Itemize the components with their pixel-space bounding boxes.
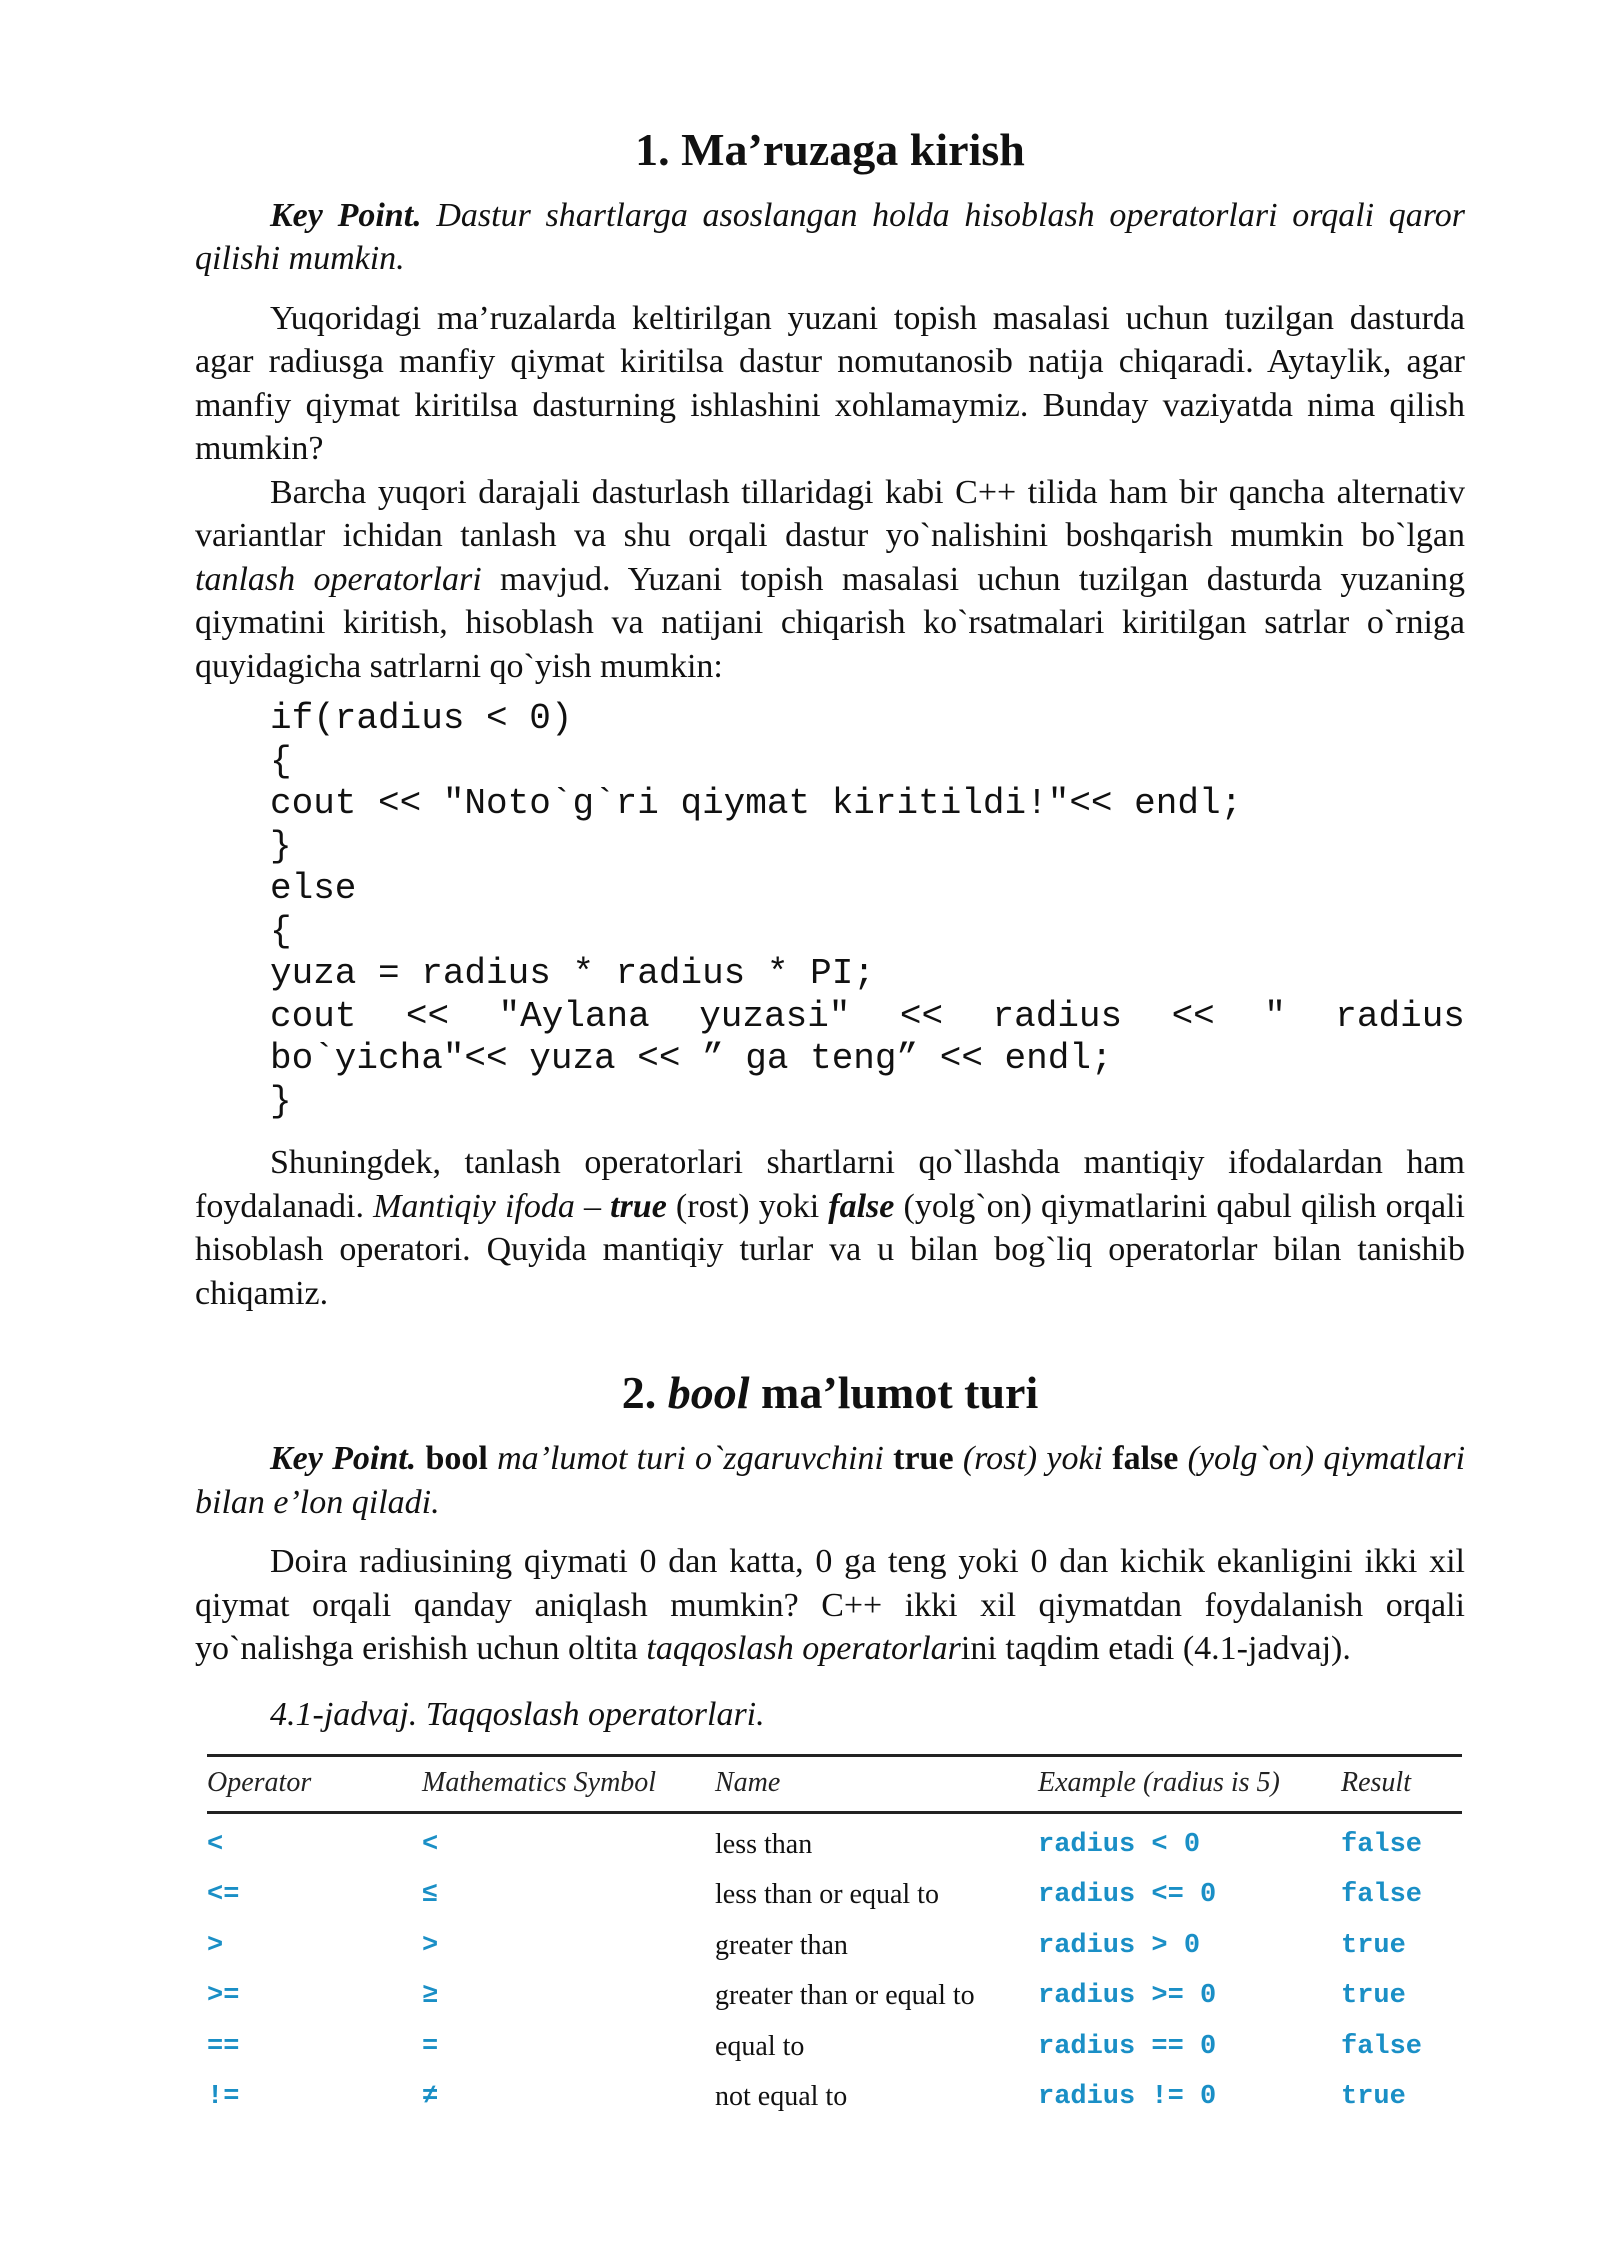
cell-symbol: = [422, 2031, 439, 2062]
table-caption: 4.1-jadvaj. Taqqoslash operatorlari. [270, 1695, 765, 1733]
cell-result: false [1341, 2031, 1423, 2062]
cell-example: radius >= 0 [1038, 1981, 1217, 2012]
cell-name: greater than [715, 1929, 848, 1961]
cell-operator: > [207, 1930, 224, 1961]
cell-operator: >= [207, 1981, 240, 2012]
code-line: } [270, 825, 292, 867]
cell-operator: != [207, 2082, 240, 2113]
code-line: cout << "Noto`g`ri qiymat kiritildi!"<< endl; [270, 783, 1243, 825]
header-example: Example (radius is 5) [1038, 1755, 1341, 1812]
cell-symbol: ≤ [422, 1880, 439, 1911]
cell-symbol: ≥ [422, 1981, 439, 2012]
cell-result: false [1341, 1880, 1423, 1911]
cell-name: less than [715, 1828, 813, 1860]
code-line: if(radius < 0) [270, 698, 573, 740]
cell-operator: < [207, 1829, 224, 1860]
cell-symbol: < [422, 1829, 439, 1860]
table-row [207, 1971, 1462, 2022]
code-block [270, 698, 1465, 1123]
header-name: Name [715, 1755, 1038, 1812]
term-true: true [610, 1187, 667, 1225]
table-row [207, 1921, 1462, 1972]
code-line: { [270, 740, 292, 782]
key-point-2: Key Point. bool ma’lumot turi o`zgaruvchini true (rost) yoki false (yolg`on) qiymatlari bilan e’lon qiladi. [195, 1440, 1466, 1521]
comparison-operators-table [207, 1754, 1462, 2123]
paragraph-comparison: Doira radiusining qiymati 0 dan katta, 0 ga teng yoki 0 dan kichik ekanligini ikki xil qiymat orqali qanday aniqlash mumkin? C++ ikki xil qiymatdan foydalanish orqali yo`nalishga erishish uchun oltita taqqoslash operatorlarini taqdim etadi (4.1-jadvaj). [195, 1543, 1465, 1668]
code-line: else [270, 868, 357, 910]
code-line-justified: cout << "Aylana yuzasi" << radius << " radius [270, 995, 1465, 1037]
code-line: yuza = radius * radius * PI; [270, 953, 875, 995]
code-line: } [270, 1080, 292, 1122]
table-row [207, 1812, 1462, 1870]
table-row [207, 2072, 1462, 2123]
code-line: bo`yicha"<< yuza << ” ga teng” << endl; [270, 1038, 1113, 1080]
cell-example: radius < 0 [1038, 1829, 1201, 1860]
cell-result: true [1341, 1930, 1406, 1961]
document-page [195, 120, 1465, 2123]
section-1-title: 1. Ma’ruzaga kirish [635, 124, 1025, 175]
cell-name: greater than or equal to [715, 1980, 975, 2012]
cell-example: radius != 0 [1038, 2082, 1217, 2113]
key-point-label: Key Point. [270, 196, 422, 234]
cell-name: not equal to [715, 2081, 848, 2113]
table-row [207, 1870, 1462, 1921]
paragraph-logical-expression: Shuningdek, tanlash operatorlari shartlarni qo`llashda mantiqiy ifodalardan ham foydalanadi. Mantiqiy ifoda – true (rost) yoki false (yolg`on) qiymatlarini qabul qilish orqali hisoblash operatori. Quyida mantiqiy turlar va u bilan bog`liq operatorlar bilan tanishib chiqamiz. [195, 1144, 1465, 1312]
cell-name: less than or equal to [715, 1879, 939, 1911]
term-taqqoslash-operatorlar: taqqoslash operatorlar [646, 1630, 961, 1668]
header-operator: Operator [207, 1755, 422, 1812]
paragraph-intro: Yuqoridagi ma’ruzalarda keltirilgan yuzani topish masalasi uchun tuzilgan dasturda agar radiusga manfiy qiymat kiritilsa dastur nomutanosib natija chiqaradi. Aytaylik, agar manfiy qiymat kiritilsa dasturning ishlashini xohlamaymiz. Bunday vaziyatda nima qilish mumkin? [195, 299, 1465, 468]
cell-operator: <= [207, 1880, 240, 1911]
key-point-label: Key Point. [270, 1440, 417, 1478]
key-point-1 [195, 194, 1465, 281]
cell-example: radius == 0 [1038, 2031, 1217, 2062]
key-point-text: Dastur shartlarga asoslangan holda hisoblash operatorlari orqali qaror qilishi mumkin. [195, 196, 1465, 278]
code-line: { [270, 910, 292, 952]
term-mantiqiy-ifoda: Mantiqiy ifoda [373, 1187, 575, 1225]
cell-symbol: > [422, 1930, 439, 1961]
header-result: Result [1341, 1755, 1462, 1812]
header-math-symbol: Mathematics Symbol [422, 1755, 715, 1812]
term-false: false [828, 1187, 895, 1225]
cell-example: radius > 0 [1038, 1930, 1201, 1961]
cell-result: true [1341, 1981, 1406, 2012]
table-row [207, 2022, 1462, 2073]
cell-operator: == [207, 2031, 240, 2062]
paragraph-selection-operators: Barcha yuqori darajali dasturlash tillaridagi kabi C++ tilida ham bir qancha alternativ variantlar ichidan tanlash va shu orqali dastur yo`nalishini boshqarish mumkin bo`lgan tanlash operatorlari mavjud. Yuzani topish masalasi uchun tuzilgan dasturda yuzaning qiymatini kiritish, hisoblash va natijani chiqarish ko`rsatmalari kiritilgan satrlar o`rniga quyidagicha satrlarni qo`yish mumkin: [195, 473, 1465, 685]
section-2-title: 2. bool ma’lumot turi [621, 1367, 1039, 1419]
term-tanlash-operatorlari: tanlash operatorlari [195, 560, 482, 598]
cell-name: equal to [715, 2030, 805, 2062]
cell-result: false [1341, 1829, 1423, 1860]
cell-symbol: ≠ [422, 2082, 439, 2113]
cell-result: true [1341, 2082, 1406, 2113]
cell-example: radius <= 0 [1038, 1880, 1217, 1911]
table-header-row [207, 1755, 1462, 1812]
